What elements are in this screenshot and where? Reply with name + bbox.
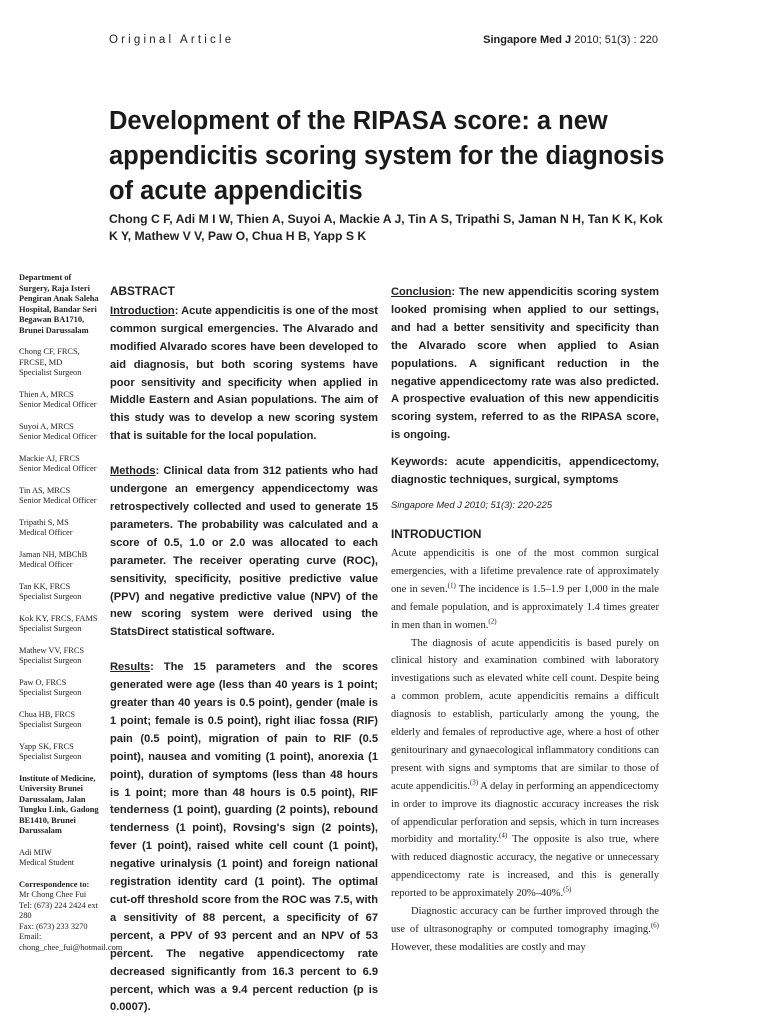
- credential-role: Medical Officer: [19, 528, 73, 537]
- correspondence-block: [19, 879, 123, 954]
- introduction-heading: INTRODUCTION: [391, 526, 482, 541]
- reference-marker[interactable]: (6): [650, 921, 659, 930]
- credential-name: Paw O, FRCS: [19, 677, 67, 687]
- author-credential: [19, 550, 101, 571]
- author-credential: [19, 710, 101, 731]
- credential-role: Specialist Surgeon: [19, 752, 82, 761]
- affiliations-sidebar: [19, 273, 123, 964]
- reference-marker[interactable]: (3): [469, 778, 479, 787]
- credential-role: Medical Student: [19, 858, 75, 867]
- credential-name: Tripathi S, MS: [19, 517, 69, 527]
- reference-marker[interactable]: (2): [488, 617, 497, 626]
- author-credential: [19, 614, 101, 635]
- author-credential: [19, 454, 101, 475]
- citation-line: Singapore Med J 2010; 51(3): 220-225: [391, 498, 553, 510]
- author-credential: [19, 422, 101, 443]
- reference-marker[interactable]: (1): [447, 581, 456, 590]
- text-run: A delay in performing an appendicectomy in order to improve its diagnostic accuracy increases the risk of appendicular perforation and sepsis, which in turn increases morbidity and mortality.: [391, 780, 659, 846]
- credential-role: Senior Medical Officer: [19, 464, 97, 473]
- text-run: The diagnosis of acute appendicitis is based purely on clinical history and examination combined with laboratory investigations such as elevated white cell count. Despite being a common problem, acute appendicitis remains a difficult diagnosis to establish, particularly among the young, the elderly and females of reproductive age, where a host of other genitourinary and gynaecological inflammatory conditions can present with signs and symptoms that are similar to those of acute appendicitis.: [391, 637, 659, 792]
- credential-role: Specialist Surgeon: [19, 624, 82, 633]
- author-credential: [19, 742, 101, 763]
- introduction-label: Introduction: [110, 304, 175, 317]
- text-run: However, these modalities are costly and may: [391, 941, 586, 953]
- conclusion-label: Conclusion: [391, 286, 452, 298]
- introduction-text: : Acute appendicitis is one of the most common surgical emergencies. The Alvarado and modified Alvarado scores have been developed to aid diagnosis, but both scoring systems have poor sensitivity and specificity when applied in Middle Eastern and Asian populations. The aim of this study was to develop a new scoring system that is suitable for the local population.: [110, 304, 378, 443]
- methods-label: Methods: [110, 465, 156, 478]
- journal-citation-header: [483, 34, 658, 46]
- credential-role: Specialist Surgeon: [19, 688, 82, 697]
- author-credential: [19, 678, 101, 699]
- credential-role: Specialist Surgeon: [19, 720, 82, 729]
- abstract-introduction: [110, 303, 378, 446]
- correspondence-email[interactable]: Email: chong_chee_fui@hotmail.com: [19, 932, 123, 952]
- reference-marker[interactable]: (5): [563, 885, 572, 894]
- results-text: : The 15 parameters and the scores generated were age (less than 40 years is 1 point; greater than 40 years is 0.5 point), gender (male is 1 point; female is 0.5 point), right iliac fossa (RIF) pain (0.5 point), migration of pain to RIF (0.5 point), nausea and vomiting (1 point), anorexia (1 point), duration of symptoms (less than 48 hours is 1 point; more than 48 hours is 0.5 point), RIF tenderness (1 point), guarding (2 points), rebound tenderness (1 point), Rovsing's sign (2 points), fever (1 point), raised white cell count (1 point), negative urinalysis (1 point) and foreign national registration identity card (1 point). The optimal cut-off threshold score from the ROC was 7.5, with a sensitivity of 88 percent, a specificity of 67 percent, a PPV of 93 percent and an NPV of 53 percent. The negative appendicectomy rate decreased significantly from 16.3 percent to 6.9 percent, which was a 9.4 percent reduction (p is 0.0007).: [110, 661, 378, 1014]
- right-column: [391, 284, 659, 957]
- credential-role: Specialist Surgeon: [19, 656, 82, 665]
- author-credential: [19, 486, 101, 507]
- credential-name: Jaman NH, MBChB: [19, 549, 88, 559]
- credential-role: Medical Officer: [19, 560, 73, 569]
- journal-name: Singapore Med J: [483, 34, 572, 46]
- text-run: The incidence is 1.5–1.9 per 1,000 in the male and female population, and is approximately 1.4 times greater in men than in women.: [391, 583, 659, 631]
- results-label: Results: [110, 661, 151, 674]
- credential-name: Chong CF, FRCS, FRCSE, MD: [19, 347, 80, 367]
- credential-name: Yapp SK, FRCS: [19, 741, 74, 751]
- correspondence-tel: Tel: (673) 224 2424 ext 280: [19, 900, 98, 920]
- student-credential: [19, 848, 101, 869]
- author-credentials-list: [19, 347, 101, 763]
- credential-name: Thien A, MRCS: [19, 389, 74, 399]
- article-type-label: Original Article: [109, 34, 235, 46]
- author-credential: [19, 518, 101, 539]
- author-credential: [19, 646, 101, 667]
- intro-paragraph-2: [391, 635, 659, 904]
- abstract-heading: ABSTRACT: [110, 284, 175, 298]
- author-list: Chong C F, Adi M I W, Thien A, Suyoi A, Mackie A J, Tin A S, Tripathi S, Jaman N H, Tan K K, Kok K Y, Mathew V V, Paw O, Chua H B, Yapp S K: [109, 212, 663, 243]
- credential-role: Specialist Surgeon: [19, 592, 82, 601]
- correspondence-label: Correspondence to:: [19, 879, 90, 889]
- credential-name: Suyoi A, MRCS: [19, 421, 74, 431]
- credential-name: Mackie AJ, FRCS: [19, 453, 80, 463]
- intro-paragraph-3: [391, 903, 659, 957]
- credential-name: Mathew VV, FRCS: [19, 645, 85, 655]
- conclusion-text: : The new appendicitis scoring system looked promising when applied to our settings, and had a better sensitivity and specificity than the Alvarado score when applied to Asian populations. A significant reduction in the negative appendicectomy rate was also predicted. A prospective evaluation of this new appendicitis scoring system, referred to as the RIPASA score, is ongoing.: [391, 286, 659, 442]
- text-run: The opposite is also true, where with reduced diagnostic accuracy, the negative or unnecessary appendicectomy rate is increased, and this is generally reported to be approximately 20%–40%.: [391, 834, 659, 900]
- methods-text: : Clinical data from 312 patients who had undergone an emergency appendicectomy was retrospectively collected and used to generate 15 parameters. The probability was calculated and a score of 0.5, 1.0 or 2.0 was allocated to each parameter. The receiver operating curve (ROC), sensitivity, specificity, positive predictive value (PPV) and negative predictive value (NPV) of the new scoring system were derived using the StatsDirect statistical software.: [110, 465, 378, 639]
- correspondence-name: Mr Chong Chee Fui: [19, 890, 87, 899]
- credential-name: Tin AS, MRCS: [19, 485, 71, 495]
- abstract-conclusion: [391, 284, 659, 445]
- reference-marker[interactable]: (4): [499, 831, 508, 840]
- credential-name: Tan KK, FRCS: [19, 581, 71, 591]
- abstract-results: [110, 659, 378, 1017]
- journal-volume: 2010; 51(3) : 220: [574, 34, 658, 46]
- article-title: Development of the RIPASA score: a new appendicitis scoring system for the diagnosis of acute appendicitis: [109, 107, 665, 205]
- abstract-methods: [110, 463, 378, 642]
- credential-role: Senior Medical Officer: [19, 432, 97, 441]
- credential-role: Senior Medical Officer: [19, 400, 97, 409]
- text-run: Acute appendicitis is one of the most common surgical emergencies, with a lifetime prevalence rate of approximately one in seven.: [391, 547, 659, 595]
- credential-name: Kok KY, FRCS, FAMS: [19, 613, 98, 623]
- credential-name: Chua HB, FRCS: [19, 709, 76, 719]
- author-credential: [19, 347, 101, 379]
- department-affiliation: Department of Surgery, Raja Isteri Pengiran Anak Saleha Hospital, Bandar Seri Begawan BA1710, Brunei Darussalam: [19, 273, 99, 335]
- abstract-column: [110, 283, 378, 1034]
- credential-name: Adi MIW: [19, 847, 52, 857]
- text-run: Diagnostic accuracy can be further improved through the use of ultrasonography or computed tomography imaging.: [391, 906, 659, 935]
- author-credential: [19, 390, 101, 411]
- institute-affiliation: Institute of Medicine, University Brunei Darussalam, Jalan Tungku Link, Gadong BE1410, Brunei Darussalam: [19, 773, 99, 835]
- correspondence-fax: Fax: (673) 233 3270: [19, 921, 88, 931]
- keywords: Keywords: acute appendicitis, appendicectomy, diagnostic techniques, surgical, symptoms: [391, 456, 659, 487]
- author-credential: [19, 582, 101, 603]
- credential-role: Senior Medical Officer: [19, 496, 97, 505]
- intro-paragraph-1: [391, 545, 659, 635]
- credential-role: Specialist Surgeon: [19, 368, 82, 377]
